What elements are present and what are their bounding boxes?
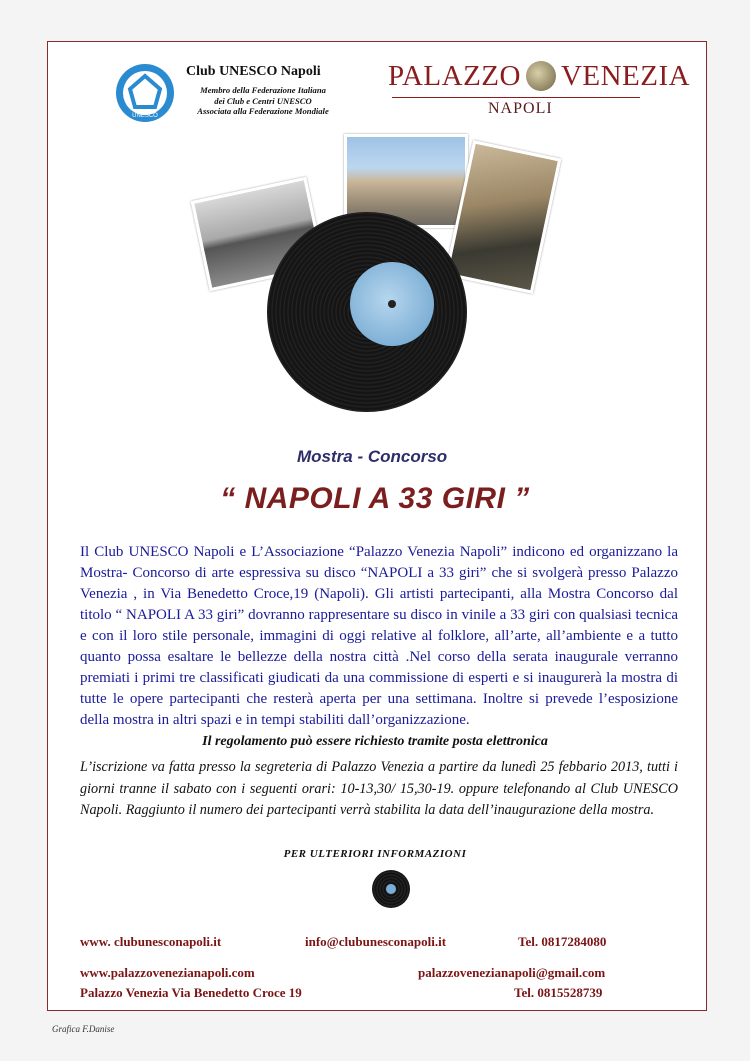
small-record-icon [372,870,410,908]
graphic-credit: Grafica F.Danise [52,1024,115,1034]
event-kicker: Mostra - Concorso [297,447,448,466]
club-subtitle: Membro della Federazione Italiana dei Club e Centri UNESCO Associata alla Federazione Mondiale [197,85,329,116]
svg-text:UNESCO: UNESCO [132,113,158,119]
club-title: Club UNESCO Napoli [186,64,321,79]
pv-website-link[interactable]: www.palazzovenezianapoli.com [80,965,255,980]
unesco-logo [114,62,176,124]
iscrizione-paragraph: L’iscrizione va fatta presso la segreteria di Palazzo Venezia a partire da lunedì 25 febbario 2013, tutti i giorni tranne il sabato con i seguenti orari: 10-13,30/ 15,30-19. oppure telefonando al Club UNESCO Napoli. Raggiunto il numero dei partecipanti verrà stabilita la data dell’inaugurazione della mostra. [80,759,678,818]
info-heading: PER ULTERIORI INFORMAZIONI [283,848,467,860]
club-email-link[interactable]: info@clubunesconapoli.it [305,934,447,949]
club-phone: Tel. 0817284080 [518,934,607,949]
pv-email-link[interactable]: palazzovenezianapoli@gmail.com [418,965,606,980]
logo-divider [392,97,640,98]
event-title: “ NAPOLI A 33 GIRI ” [220,482,530,515]
record-spindle-hole [388,300,396,308]
pv-address: Palazzo Venezia Via Benedetto Croce 19 [80,985,302,1000]
palazzo-venezia-subtitle: NAPOLI [488,100,553,117]
club-website-link[interactable]: www. clubunesconapoli.it [80,934,222,949]
pv-phone: Tel. 0815528739 [514,985,603,1000]
coin-emblem-icon [526,61,556,91]
palazzo-venezia-logo: PALAZZO VENEZIA [388,59,691,92]
intro-paragraph: Il Club UNESCO Napoli e L’Associazione “Palazzo Venezia Napoli” indicono ed organizzano la Mostra- Concorso di arte espressiva su disco “NAPOLI a 33 giri” che si svolgerà presso Palazzo Venezia , in Via Benedetto Croce,19 (Napoli). Gli artisti partecipanti, alla Mostra Concorso dal titolo “ NAPOLI A 33 giri” dovranno rappresentare su disco in vinile a 33 giri con qualsiasi tecnica e con il loro stile personale, immagini di oggi relative al folklore, all’arte, all’ambiente e a tutto quanto possa esaltare le bellezze della nostra città .Nel corso della serata inaugurale verranno premiati i primi tre classificati giudicati da una commissione di esperti e si inaugurerà la mostra di tutte le opere partecipanti che resterà aperta per una settimana. Inoltre si prevede l’esposizione della mostra in altri spazi e in tempi stabiliti dall’organizzazione. [80,544,678,728]
regolamento-note: Il regolamento può essere richiesto tramite posta elettronica [202,734,548,749]
